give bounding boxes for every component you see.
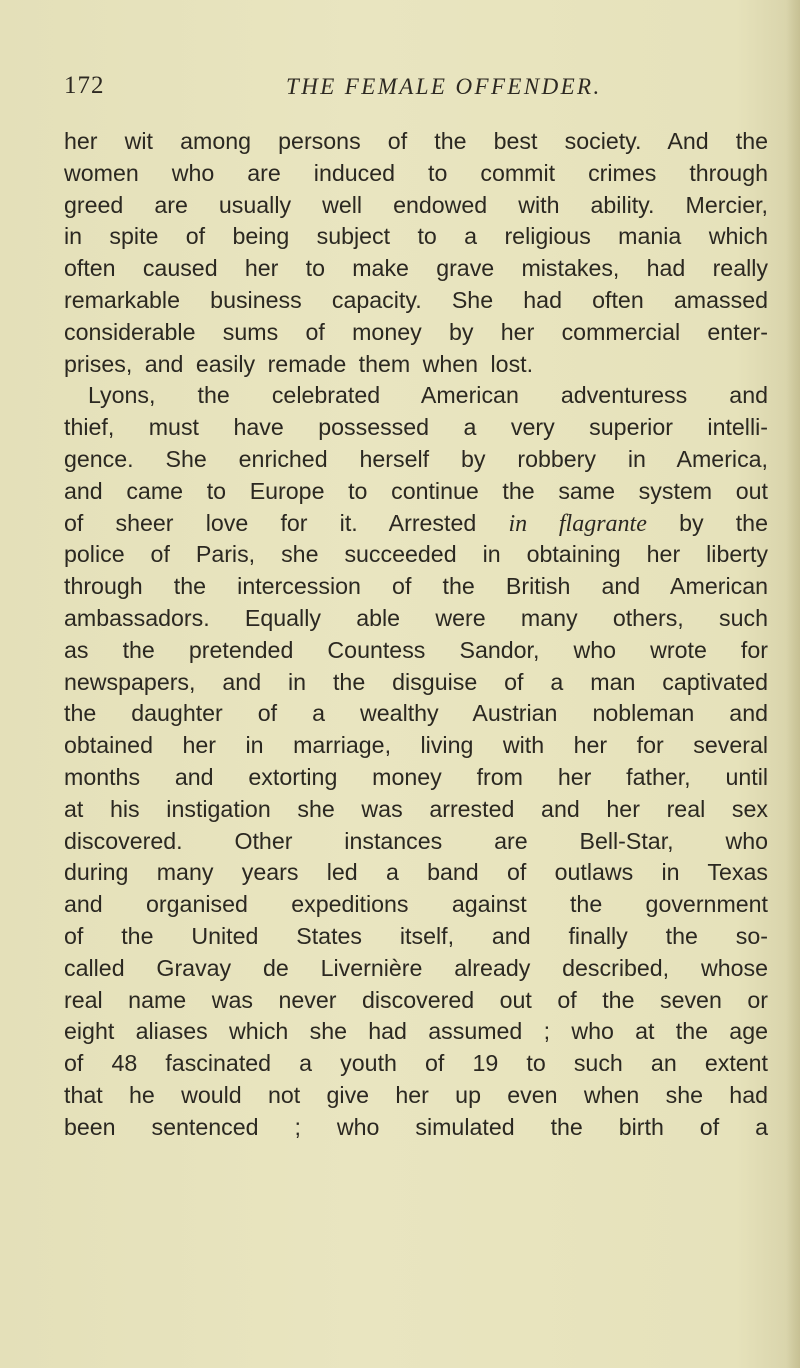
text-line: called Gravay de Livernière already described, whose bbox=[64, 954, 768, 981]
text-line: eight aliases which she had assumed ; who at the age bbox=[64, 1018, 768, 1045]
text-line: discovered. Other instances are Bell-Star, who bbox=[64, 827, 768, 854]
text-line: ambassadors. Equally able were many others, such bbox=[64, 604, 768, 631]
text-line: months and extorting money from her father, until bbox=[64, 763, 768, 790]
text-line: that he would not give her up even when she had bbox=[64, 1081, 768, 1108]
text-line: the daughter of a wealthy Austrian nobleman and bbox=[64, 700, 768, 727]
text-line: remarkable business capacity. She had often amassed bbox=[64, 286, 768, 313]
text-segment: by the bbox=[679, 509, 768, 536]
text-line: her wit among persons of the best society. And the bbox=[64, 128, 768, 154]
text-line: as the pretended Countess Sandor, who wrote for bbox=[64, 636, 768, 663]
text-line: and came to Europe to continue the same system out bbox=[64, 477, 768, 504]
text-line: gence. She enriched herself by robbery in America, bbox=[64, 445, 768, 472]
text-line-with-italic bbox=[64, 508, 768, 540]
text-line: women who are induced to commit crimes through bbox=[64, 159, 768, 186]
text-segment: of sheer love for it. Arrested bbox=[64, 509, 477, 536]
text-line: of 48 fascinated a youth of 19 to such an extent bbox=[64, 1050, 768, 1077]
text-line: real name was never discovered out of the seven or bbox=[64, 986, 768, 1013]
text-line: newspapers, and in the disguise of a man captivated bbox=[64, 668, 768, 695]
text-line: Lyons, the celebrated American adventuress and bbox=[88, 382, 768, 409]
text-line: often caused her to make grave mistakes, had really bbox=[64, 255, 768, 282]
text-line: been sentenced ; who simulated the birth of a bbox=[64, 1113, 768, 1140]
text-line: in spite of being subject to a religious mania which bbox=[64, 223, 768, 250]
text-line: thief, must have possessed a very superior intelli- bbox=[64, 414, 768, 441]
text-line: greed are usually well endowed with ability. Mercier, bbox=[64, 191, 768, 218]
page-edge-shadow bbox=[786, 0, 800, 1368]
page-number: 172 bbox=[64, 72, 105, 99]
italic-phrase: in flagrante bbox=[508, 510, 647, 537]
text-line: during many years led a band of outlaws in Texas bbox=[64, 859, 768, 886]
text-line: through the intercession of the British and American bbox=[64, 573, 768, 600]
text-line: police of Paris, she succeeded in obtaining her liberty bbox=[64, 541, 768, 568]
running-head bbox=[64, 72, 716, 106]
text-line: at his instigation she was arrested and her real sex bbox=[64, 795, 768, 822]
text-line: of the United States itself, and finally the so- bbox=[64, 922, 768, 949]
body-text bbox=[64, 126, 768, 1144]
text-line: prises, and easily remade them when lost. bbox=[64, 350, 534, 377]
text-line: considerable sums of money by her commercial enter- bbox=[64, 318, 768, 345]
running-title: THE FEMALE OFFENDER. bbox=[286, 74, 602, 99]
text-line: and organised expeditions against the government bbox=[64, 891, 768, 918]
text-line: obtained her in marriage, living with her for several bbox=[64, 732, 768, 759]
